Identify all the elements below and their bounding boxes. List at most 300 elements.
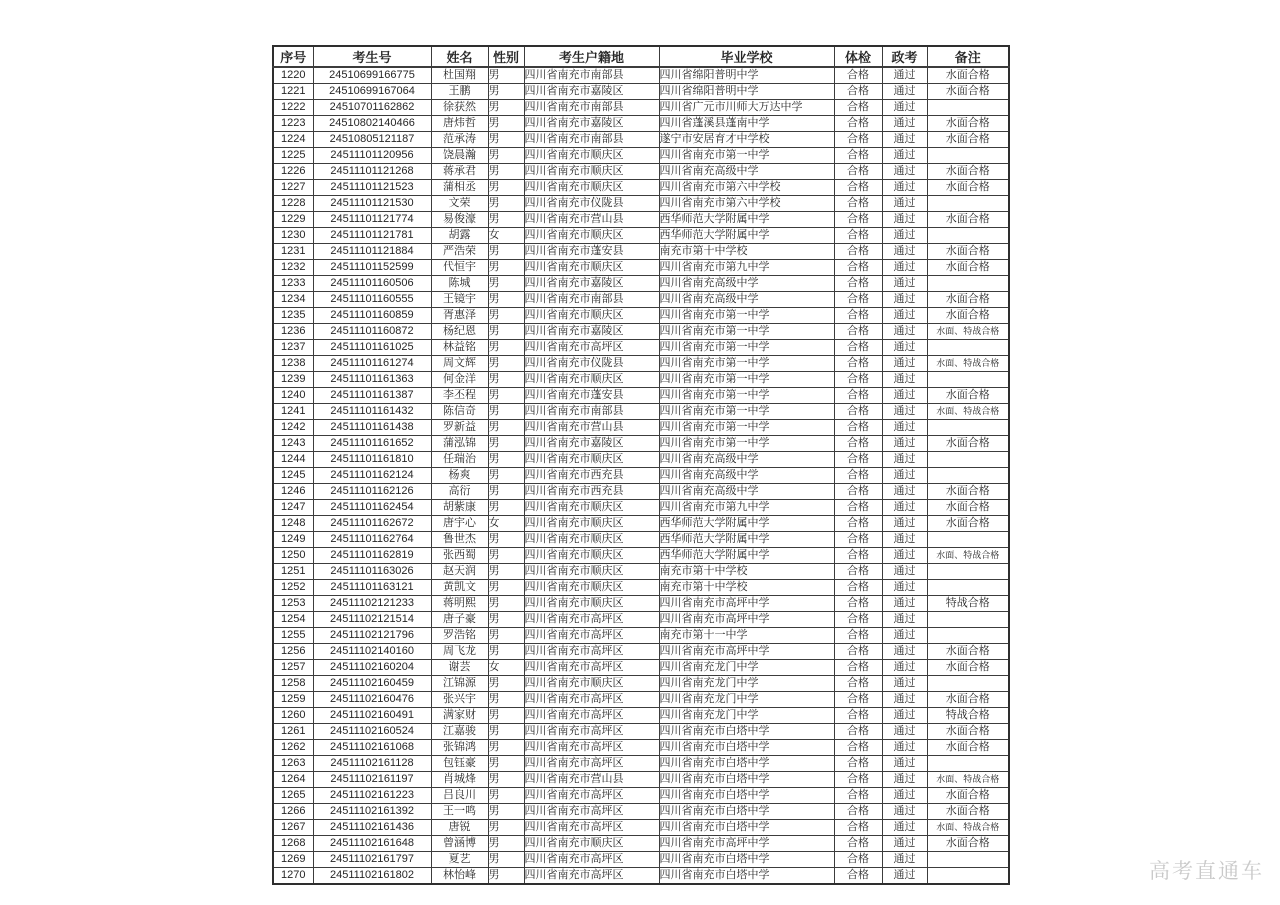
cell-physical-exam: 合格	[834, 612, 882, 628]
cell-physical-exam: 合格	[834, 532, 882, 548]
table-row	[273, 516, 1009, 532]
cell-school: 南充市第十中学校	[659, 244, 834, 260]
cell-political-review: 通过	[882, 388, 927, 404]
cell-political-review: 通过	[882, 564, 927, 580]
cell-gender: 男	[488, 292, 524, 308]
cell-remarks: 水面、特战合格	[927, 548, 1009, 564]
cell-school: 四川省南充市白塔中学	[659, 756, 834, 772]
cell-remarks: 水面合格	[927, 644, 1009, 660]
cell-candidate-no: 24511102140160	[313, 644, 431, 660]
cell-serial-no: 1227	[273, 180, 313, 196]
cell-school: 四川省南充高级中学	[659, 484, 834, 500]
cell-serial-no: 1269	[273, 852, 313, 868]
cell-physical-exam: 合格	[834, 516, 882, 532]
cell-serial-no: 1260	[273, 708, 313, 724]
cell-candidate-no: 24511101162764	[313, 532, 431, 548]
cell-political-review: 通过	[882, 292, 927, 308]
cell-serial-no: 1265	[273, 788, 313, 804]
cell-name: 范承涛	[431, 132, 488, 148]
cell-gender: 男	[488, 452, 524, 468]
cell-remarks: 水面合格	[927, 724, 1009, 740]
cell-name: 胡露	[431, 228, 488, 244]
cell-gender: 男	[488, 756, 524, 772]
cell-gender: 男	[488, 276, 524, 292]
cell-name: 徐获然	[431, 100, 488, 116]
cell-candidate-no: 24511101160555	[313, 292, 431, 308]
cell-remarks: 水面合格	[927, 260, 1009, 276]
cell-gender: 男	[488, 804, 524, 820]
cell-name: 包钰豪	[431, 756, 488, 772]
cell-name: 陈信奇	[431, 404, 488, 420]
cell-residence: 四川省南充市高坪区	[524, 740, 659, 756]
table-header	[273, 46, 1009, 67]
table-row	[273, 548, 1009, 564]
cell-residence: 四川省南充市高坪区	[524, 820, 659, 836]
cell-serial-no: 1235	[273, 308, 313, 324]
cell-political-review: 通过	[882, 820, 927, 836]
cell-remarks	[927, 852, 1009, 868]
cell-residence: 四川省南充市高坪区	[524, 692, 659, 708]
cell-school: 四川省南充市白塔中学	[659, 788, 834, 804]
cell-residence: 四川省南充市营山县	[524, 420, 659, 436]
cell-remarks: 水面合格	[927, 660, 1009, 676]
table-row	[273, 180, 1009, 196]
cell-candidate-no: 24511102121233	[313, 596, 431, 612]
cell-serial-no: 1261	[273, 724, 313, 740]
cell-gender: 男	[488, 676, 524, 692]
cell-serial-no: 1232	[273, 260, 313, 276]
cell-serial-no: 1230	[273, 228, 313, 244]
cell-name: 蒲相丞	[431, 180, 488, 196]
cell-name: 胡紫康	[431, 500, 488, 516]
cell-residence: 四川省南充市高坪区	[524, 804, 659, 820]
cell-serial-no: 1264	[273, 772, 313, 788]
cell-candidate-no: 24511102161068	[313, 740, 431, 756]
cell-serial-no: 1256	[273, 644, 313, 660]
table-row	[273, 308, 1009, 324]
cell-name: 任瑞治	[431, 452, 488, 468]
cell-gender: 男	[488, 820, 524, 836]
cell-candidate-no: 24511101163026	[313, 564, 431, 580]
cell-remarks: 水面合格	[927, 740, 1009, 756]
table-row	[273, 276, 1009, 292]
cell-physical-exam: 合格	[834, 292, 882, 308]
cell-candidate-no: 24511101162672	[313, 516, 431, 532]
cell-physical-exam: 合格	[834, 740, 882, 756]
cell-candidate-no: 24511101160859	[313, 308, 431, 324]
cell-gender: 男	[488, 100, 524, 116]
cell-serial-no: 1234	[273, 292, 313, 308]
table-row	[273, 612, 1009, 628]
cell-remarks: 水面合格	[927, 788, 1009, 804]
cell-physical-exam: 合格	[834, 404, 882, 420]
cell-name: 蒋明熙	[431, 596, 488, 612]
cell-candidate-no: 24511101120956	[313, 148, 431, 164]
table-row	[273, 660, 1009, 676]
table-row	[273, 212, 1009, 228]
cell-residence: 四川省南充市顺庆区	[524, 596, 659, 612]
cell-name: 黄凯文	[431, 580, 488, 596]
cell-remarks: 水面、特战合格	[927, 356, 1009, 372]
cell-political-review: 通过	[882, 404, 927, 420]
cell-political-review: 通过	[882, 276, 927, 292]
cell-candidate-no: 24511101121523	[313, 180, 431, 196]
table-row	[273, 388, 1009, 404]
cell-gender: 女	[488, 516, 524, 532]
table-row	[273, 532, 1009, 548]
cell-residence: 四川省南充市高坪区	[524, 644, 659, 660]
cell-physical-exam: 合格	[834, 756, 882, 772]
cell-residence: 四川省南充市嘉陵区	[524, 116, 659, 132]
table-row	[273, 148, 1009, 164]
cell-physical-exam: 合格	[834, 180, 882, 196]
cell-school: 西华师范大学附属中学	[659, 548, 834, 564]
cell-school: 四川省南充市高坪中学	[659, 836, 834, 852]
table-row	[273, 484, 1009, 500]
table-row	[273, 244, 1009, 260]
cell-physical-exam: 合格	[834, 500, 882, 516]
cell-serial-no: 1250	[273, 548, 313, 564]
cell-gender: 男	[488, 724, 524, 740]
cell-political-review: 通过	[882, 580, 927, 596]
cell-serial-no: 1252	[273, 580, 313, 596]
cell-residence: 四川省南充市营山县	[524, 212, 659, 228]
cell-physical-exam: 合格	[834, 100, 882, 116]
cell-candidate-no: 24511101162454	[313, 500, 431, 516]
cell-physical-exam: 合格	[834, 260, 882, 276]
cell-serial-no: 1255	[273, 628, 313, 644]
cell-political-review: 通过	[882, 644, 927, 660]
cell-remarks	[927, 276, 1009, 292]
cell-candidate-no: 24510802140466	[313, 116, 431, 132]
cell-candidate-no: 24511101121268	[313, 164, 431, 180]
cell-remarks: 水面合格	[927, 132, 1009, 148]
cell-political-review: 通过	[882, 852, 927, 868]
cell-residence: 四川省南充市顺庆区	[524, 228, 659, 244]
cell-school: 四川省南充市第一中学	[659, 420, 834, 436]
cell-gender: 男	[488, 580, 524, 596]
cell-candidate-no: 24511101161363	[313, 372, 431, 388]
table-row	[273, 228, 1009, 244]
cell-candidate-no: 24511101152599	[313, 260, 431, 276]
cell-physical-exam: 合格	[834, 196, 882, 212]
cell-residence: 四川省南充市顺庆区	[524, 564, 659, 580]
cell-serial-no: 1237	[273, 340, 313, 356]
table-row	[273, 564, 1009, 580]
table-row	[273, 820, 1009, 836]
cell-candidate-no: 24511101161387	[313, 388, 431, 404]
cell-serial-no: 1220	[273, 67, 313, 84]
cell-physical-exam: 合格	[834, 676, 882, 692]
cell-physical-exam: 合格	[834, 580, 882, 596]
cell-candidate-no: 24511101161274	[313, 356, 431, 372]
cell-political-review: 通过	[882, 724, 927, 740]
cell-political-review: 通过	[882, 628, 927, 644]
cell-candidate-no: 24511102161436	[313, 820, 431, 836]
cell-remarks: 水面合格	[927, 244, 1009, 260]
cell-physical-exam: 合格	[834, 564, 882, 580]
cell-gender: 男	[488, 564, 524, 580]
cell-school: 四川省广元市川师大万达中学	[659, 100, 834, 116]
cell-physical-exam: 合格	[834, 372, 882, 388]
cell-residence: 四川省南充市高坪区	[524, 852, 659, 868]
cell-political-review: 通过	[882, 244, 927, 260]
cell-school: 四川省绵阳普明中学	[659, 67, 834, 84]
cell-name: 满家财	[431, 708, 488, 724]
table-row	[273, 500, 1009, 516]
cell-physical-exam: 合格	[834, 852, 882, 868]
cell-serial-no: 1270	[273, 868, 313, 885]
cell-physical-exam: 合格	[834, 164, 882, 180]
cell-residence: 四川省南充市嘉陵区	[524, 436, 659, 452]
cell-physical-exam: 合格	[834, 820, 882, 836]
cell-political-review: 通过	[882, 500, 927, 516]
cell-name: 唐子豪	[431, 612, 488, 628]
table-row	[273, 164, 1009, 180]
cell-candidate-no: 24511101161810	[313, 452, 431, 468]
table-row	[273, 724, 1009, 740]
cell-serial-no: 1245	[273, 468, 313, 484]
candidates-table	[272, 45, 1010, 885]
cell-name: 赵天润	[431, 564, 488, 580]
cell-candidate-no: 24511101163121	[313, 580, 431, 596]
cell-school: 四川省南充市第一中学	[659, 340, 834, 356]
column-header-residence: 考生户籍地	[524, 46, 659, 67]
cell-serial-no: 1258	[273, 676, 313, 692]
cell-physical-exam: 合格	[834, 548, 882, 564]
cell-school: 四川省南充市第一中学	[659, 308, 834, 324]
cell-residence: 四川省南充市仪陇县	[524, 356, 659, 372]
cell-candidate-no: 24511101121530	[313, 196, 431, 212]
cell-candidate-no: 24511101121774	[313, 212, 431, 228]
cell-residence: 四川省南充市顺庆区	[524, 548, 659, 564]
cell-serial-no: 1267	[273, 820, 313, 836]
cell-name: 林益铭	[431, 340, 488, 356]
cell-serial-no: 1241	[273, 404, 313, 420]
cell-gender: 男	[488, 852, 524, 868]
cell-name: 林怡峰	[431, 868, 488, 885]
cell-name: 陈城	[431, 276, 488, 292]
cell-name: 杨纪恩	[431, 324, 488, 340]
cell-gender: 男	[488, 772, 524, 788]
cell-residence: 四川省南充市高坪区	[524, 756, 659, 772]
cell-gender: 男	[488, 132, 524, 148]
cell-school: 四川省绵阳普明中学	[659, 84, 834, 100]
cell-physical-exam: 合格	[834, 388, 882, 404]
cell-serial-no: 1246	[273, 484, 313, 500]
table-row	[273, 836, 1009, 852]
cell-physical-exam: 合格	[834, 724, 882, 740]
table-row	[273, 596, 1009, 612]
cell-gender: 男	[488, 356, 524, 372]
cell-candidate-no: 24511101161025	[313, 340, 431, 356]
cell-political-review: 通过	[882, 180, 927, 196]
cell-political-review: 通过	[882, 420, 927, 436]
table-row	[273, 404, 1009, 420]
table-row	[273, 772, 1009, 788]
cell-political-review: 通过	[882, 468, 927, 484]
cell-gender: 男	[488, 324, 524, 340]
cell-physical-exam: 合格	[834, 436, 882, 452]
cell-serial-no: 1248	[273, 516, 313, 532]
table-row	[273, 676, 1009, 692]
cell-serial-no: 1229	[273, 212, 313, 228]
cell-physical-exam: 合格	[834, 308, 882, 324]
cell-gender: 男	[488, 196, 524, 212]
cell-political-review: 通过	[882, 436, 927, 452]
cell-gender: 男	[488, 484, 524, 500]
cell-serial-no: 1263	[273, 756, 313, 772]
cell-candidate-no: 24511102161392	[313, 804, 431, 820]
cell-physical-exam: 合格	[834, 644, 882, 660]
cell-physical-exam: 合格	[834, 788, 882, 804]
cell-remarks	[927, 532, 1009, 548]
cell-candidate-no: 24511101161652	[313, 436, 431, 452]
cell-remarks	[927, 228, 1009, 244]
cell-name: 杨爽	[431, 468, 488, 484]
cell-candidate-no: 24511102160476	[313, 692, 431, 708]
cell-remarks	[927, 612, 1009, 628]
cell-physical-exam: 合格	[834, 324, 882, 340]
cell-gender: 男	[488, 868, 524, 885]
cell-physical-exam: 合格	[834, 116, 882, 132]
cell-political-review: 通过	[882, 788, 927, 804]
header-row	[273, 46, 1009, 67]
cell-physical-exam: 合格	[834, 67, 882, 84]
cell-school: 四川省南充龙门中学	[659, 708, 834, 724]
table-row	[273, 692, 1009, 708]
cell-political-review: 通过	[882, 756, 927, 772]
cell-school: 四川省南充市第九中学	[659, 500, 834, 516]
cell-name: 周文辉	[431, 356, 488, 372]
watermark: 高考直通车	[1149, 860, 1264, 883]
cell-gender: 男	[488, 628, 524, 644]
cell-remarks	[927, 196, 1009, 212]
cell-name: 王一鸣	[431, 804, 488, 820]
cell-name: 曾涵博	[431, 836, 488, 852]
cell-residence: 四川省南充市嘉陵区	[524, 84, 659, 100]
cell-school: 西华师范大学附属中学	[659, 212, 834, 228]
cell-name: 文荣	[431, 196, 488, 212]
cell-school: 四川省南充市第九中学	[659, 260, 834, 276]
cell-school: 四川省南充高级中学	[659, 164, 834, 180]
cell-political-review: 通过	[882, 372, 927, 388]
cell-physical-exam: 合格	[834, 468, 882, 484]
cell-political-review: 通过	[882, 452, 927, 468]
cell-residence: 四川省南充市南部县	[524, 67, 659, 84]
cell-serial-no: 1259	[273, 692, 313, 708]
cell-physical-exam: 合格	[834, 228, 882, 244]
cell-candidate-no: 24511102160459	[313, 676, 431, 692]
cell-school: 西华师范大学附属中学	[659, 532, 834, 548]
cell-residence: 四川省南充市顺庆区	[524, 836, 659, 852]
cell-school: 南充市第十中学校	[659, 564, 834, 580]
cell-school: 四川省南充市第六中学校	[659, 196, 834, 212]
cell-candidate-no: 24511102121796	[313, 628, 431, 644]
cell-name: 张锦鸿	[431, 740, 488, 756]
cell-candidate-no: 24511101160872	[313, 324, 431, 340]
cell-political-review: 通过	[882, 132, 927, 148]
table-body	[273, 67, 1009, 884]
cell-name: 肖城烽	[431, 772, 488, 788]
cell-remarks: 水面合格	[927, 436, 1009, 452]
cell-school: 西华师范大学附属中学	[659, 228, 834, 244]
cell-residence: 四川省南充市顺庆区	[524, 308, 659, 324]
cell-gender: 男	[488, 692, 524, 708]
cell-name: 江锦源	[431, 676, 488, 692]
cell-gender: 男	[488, 644, 524, 660]
cell-political-review: 通过	[882, 148, 927, 164]
cell-political-review: 通过	[882, 324, 927, 340]
cell-remarks: 水面合格	[927, 516, 1009, 532]
cell-remarks: 水面合格	[927, 308, 1009, 324]
cell-gender: 男	[488, 532, 524, 548]
table-row	[273, 132, 1009, 148]
cell-name: 罗浩铭	[431, 628, 488, 644]
cell-residence: 四川省南充市高坪区	[524, 724, 659, 740]
cell-serial-no: 1247	[273, 500, 313, 516]
cell-serial-no: 1238	[273, 356, 313, 372]
cell-political-review: 通过	[882, 84, 927, 100]
cell-name: 李丕程	[431, 388, 488, 404]
cell-serial-no: 1228	[273, 196, 313, 212]
table-row	[273, 468, 1009, 484]
cell-physical-exam: 合格	[834, 596, 882, 612]
cell-name: 唐炜哲	[431, 116, 488, 132]
cell-name: 夏艺	[431, 852, 488, 868]
cell-residence: 四川省南充市顺庆区	[524, 516, 659, 532]
cell-remarks: 水面、特战合格	[927, 772, 1009, 788]
cell-gender: 男	[488, 180, 524, 196]
cell-gender: 男	[488, 244, 524, 260]
cell-serial-no: 1226	[273, 164, 313, 180]
cell-residence: 四川省南充市顺庆区	[524, 676, 659, 692]
column-header-school: 毕业学校	[659, 46, 834, 67]
cell-political-review: 通过	[882, 836, 927, 852]
cell-gender: 男	[488, 212, 524, 228]
cell-candidate-no: 24510699166775	[313, 67, 431, 84]
cell-residence: 四川省南充市顺庆区	[524, 164, 659, 180]
cell-remarks: 水面、特战合格	[927, 324, 1009, 340]
table-row	[273, 196, 1009, 212]
cell-gender: 男	[488, 612, 524, 628]
table-row	[273, 67, 1009, 84]
cell-political-review: 通过	[882, 708, 927, 724]
cell-candidate-no: 24511101161438	[313, 420, 431, 436]
cell-serial-no: 1240	[273, 388, 313, 404]
cell-name: 杜国翔	[431, 67, 488, 84]
cell-political-review: 通过	[882, 308, 927, 324]
cell-political-review: 通过	[882, 100, 927, 116]
cell-gender: 男	[488, 596, 524, 612]
cell-remarks: 特战合格	[927, 596, 1009, 612]
cell-residence: 四川省南充市顺庆区	[524, 452, 659, 468]
table-row	[273, 292, 1009, 308]
cell-residence: 四川省南充市西充县	[524, 484, 659, 500]
cell-political-review: 通过	[882, 676, 927, 692]
cell-remarks	[927, 868, 1009, 885]
cell-school: 四川省南充龙门中学	[659, 692, 834, 708]
cell-residence: 四川省南充市南部县	[524, 132, 659, 148]
cell-gender: 男	[488, 420, 524, 436]
cell-residence: 四川省南充市嘉陵区	[524, 276, 659, 292]
cell-remarks	[927, 148, 1009, 164]
cell-gender: 男	[488, 340, 524, 356]
cell-candidate-no: 24510701162862	[313, 100, 431, 116]
cell-residence: 四川省南充市高坪区	[524, 340, 659, 356]
cell-residence: 四川省南充市南部县	[524, 404, 659, 420]
cell-candidate-no: 24511102161197	[313, 772, 431, 788]
